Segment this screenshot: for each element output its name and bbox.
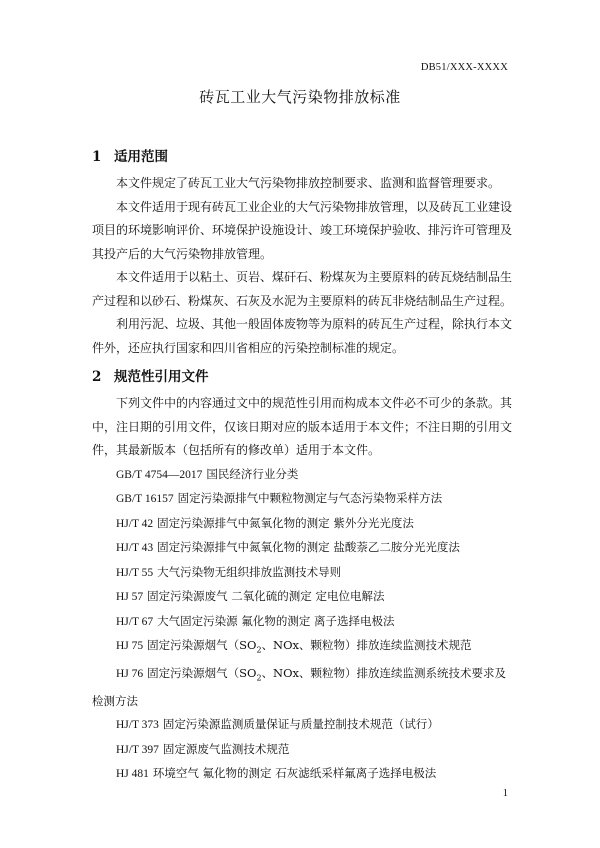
section-title: 适用范围 xyxy=(114,149,168,165)
reference-title: 固定污染源排气中颗粒物测定与气态污染物采样方法 xyxy=(177,491,443,505)
reference-code: HJ 57 xyxy=(116,591,144,603)
document-code: DB51/XXX-XXXX xyxy=(420,62,508,73)
paragraph: 本文件适用于现有砖瓦工业企业的大气污染物排放管理，以及砖瓦工业建设项目的环境影响评价、环境保护设施设计、竣工环境保护验收、排污许可管理及其投产后的大气污染物排放管理。 xyxy=(92,199,513,261)
subscript-2: 2 xyxy=(256,673,262,683)
reference-code: HJ 481 xyxy=(116,768,149,781)
paragraph: 利用污泥、垃圾、其他一般固体废物等为原料的砖瓦生产过程，除执行本文件外，还应执行国家和四川省相应的污染控制标准的规定。 xyxy=(92,317,513,355)
section-number: 2 xyxy=(92,369,102,385)
reference-code: HJ/T 373 xyxy=(116,719,159,732)
section-heading-normative-references xyxy=(92,366,512,388)
reference-title: 固定源废气监测技术规范 xyxy=(162,741,290,756)
reference-title: 固定污染源排气中氮氧化物的测定 紫外分光光度法 xyxy=(157,515,414,530)
reference-title-prefix: 固定污染源烟气（SO xyxy=(147,638,257,652)
reference-title-suffix: 、NOx、颗粒物）排放连续监测系统技术要求及检测方法 xyxy=(92,665,507,708)
reference-item xyxy=(92,561,512,586)
section-number: 1 xyxy=(92,149,102,165)
reference-code: HJ/T 67 xyxy=(116,615,154,628)
reference-title: 大气固定污染源 氟化物的测定 离子选择电极法 xyxy=(157,613,395,628)
page-number: 1 xyxy=(502,788,508,799)
subscript-2: 2 xyxy=(256,645,262,655)
reference-title: 大气污染物无组织排放监测技术导则 xyxy=(157,564,342,579)
reference-item xyxy=(92,463,512,488)
reference-code: HJ/T 42 xyxy=(116,517,154,530)
reference-item xyxy=(92,512,512,537)
reference-item xyxy=(92,634,512,662)
reference-code: HJ 76 xyxy=(116,667,144,680)
reference-item xyxy=(92,536,512,561)
reference-item xyxy=(92,610,512,635)
reference-code: HJ/T 397 xyxy=(116,743,159,756)
section-heading-scope xyxy=(92,146,512,168)
reference-title: 固定污染源排气中氮氧化物的测定 盐酸萘乙二胺分光光度法 xyxy=(157,540,460,554)
reference-title: 国民经济行业分类 xyxy=(206,466,299,481)
paragraph: 本文件适用于以粘土、页岩、煤矸石、粉煤灰为主要原料的砖瓦烧结制品生产过程和以砂石、粉煤灰、石灰及水泥为主要原料的砖瓦非烧结制品生产过程。 xyxy=(92,270,513,308)
reference-code: HJ/T 55 xyxy=(116,566,154,579)
reference-item xyxy=(92,487,512,512)
reference-code: GB/T 16157 xyxy=(116,493,174,505)
reference-title-prefix: 固定污染源烟气（SO xyxy=(147,665,257,680)
document-title: 砖瓦工业大气污染物排放标准 xyxy=(199,88,401,106)
reference-title-suffix: 、NOx、颗粒物）排放连续监测技术规范 xyxy=(261,638,472,652)
section-title: 规范性引用文件 xyxy=(114,369,209,385)
reference-item xyxy=(92,662,512,713)
paragraph: 本文件规定了砖瓦工业大气污染物排放控制要求、监测和监督管理要求。 xyxy=(116,176,501,190)
reference-title: 固定污染源监测质量保证与质量控制技术规范（试行） xyxy=(162,717,439,732)
reference-item xyxy=(92,585,512,610)
reference-code: HJ/T 43 xyxy=(116,542,154,554)
reference-title: 环境空气 氟化物的测定 石灰滤纸采样氟离子选择电极法 xyxy=(152,766,437,781)
reference-code: HJ 75 xyxy=(116,640,144,652)
reference-item xyxy=(92,713,512,738)
reference-item xyxy=(92,762,512,787)
paragraph: 下列文件中的内容通过文中的规范性引用而构成本文件必不可少的条款。其中，注日期的引用文件，仅该日期对应的版本适用于本文件；不注日期的引用文件，其最新版本（包括所有的修改单）适用于本文件。 xyxy=(92,396,513,457)
reference-title: 固定污染源废气 二氧化硫的测定 定电位电解法 xyxy=(147,589,385,603)
reference-list xyxy=(92,463,512,787)
reference-item xyxy=(92,738,512,763)
reference-code: GB/T 4754—2017 xyxy=(116,468,203,481)
document-body xyxy=(92,146,512,787)
